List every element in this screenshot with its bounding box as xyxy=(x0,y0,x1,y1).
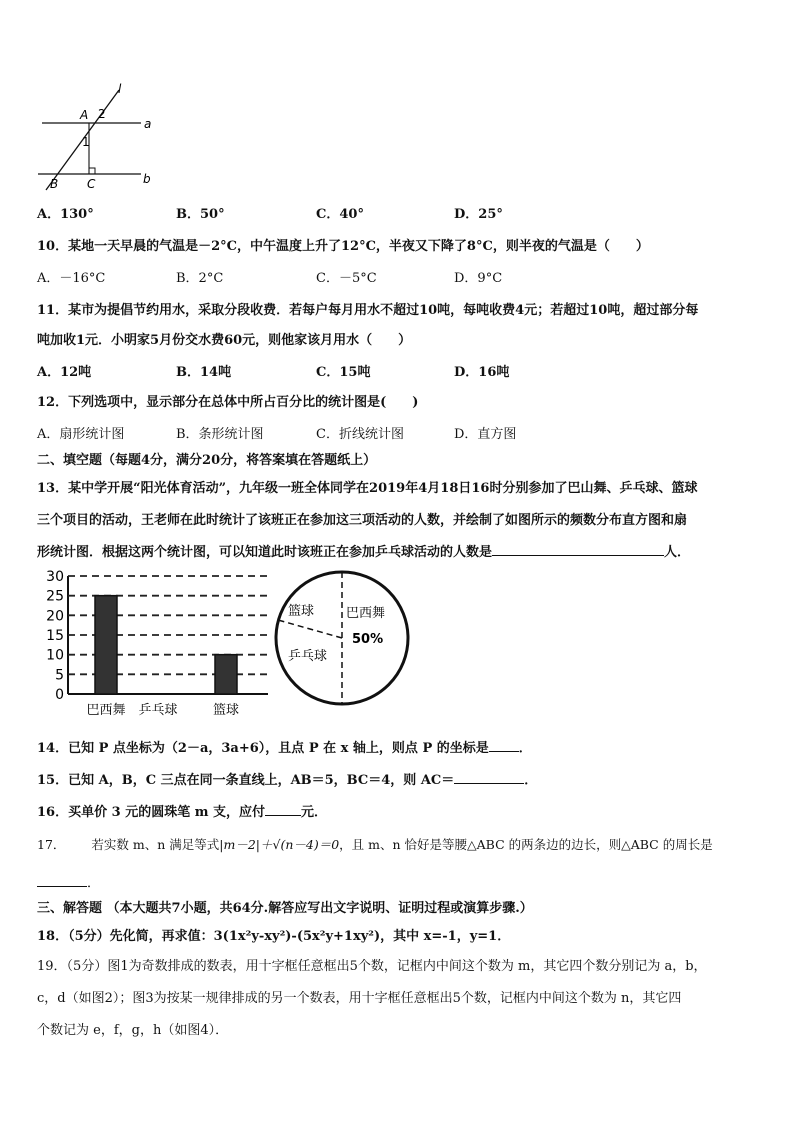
q15 xyxy=(37,770,537,790)
bar-巴西舞 xyxy=(95,596,117,694)
q13-answer-blank xyxy=(492,542,664,556)
x-category-label-篮球: 篮球 xyxy=(212,703,240,718)
section2-title: 二、填空题（每题4分，满分20分，将答案填在答题纸上） xyxy=(37,453,377,468)
y-tick-label-10: 10 xyxy=(46,647,64,664)
q16 xyxy=(37,802,327,822)
label-A: A xyxy=(80,108,89,122)
q17-number: 17． xyxy=(37,837,66,852)
q11-line1: 11．某市为提倡节约用水，采取分段收费．若每户每月用水不超过10吨，每吨收费4元；若超过10吨，超过部分每 xyxy=(37,303,699,318)
q13-line3 xyxy=(37,542,690,562)
label-angle-2: 2 xyxy=(98,107,106,121)
q10-stem: 10．某地一天早晨的气温是－2°C，中午温度上升了12°C，半夜又下降了8°C，则半夜的气温是（ ） xyxy=(37,239,649,254)
q13-line3-end: 人． xyxy=(664,545,691,560)
q15-end: ． xyxy=(524,773,538,788)
q11-option-c: C．15吨 xyxy=(316,365,371,380)
q9-option-b: B．50° xyxy=(176,207,225,222)
q13-bar-chart xyxy=(36,566,276,722)
q13-line3-text: 形统计图．根据这两个统计图，可以知道此时该班正在参加乒乓球活动的人数是 xyxy=(37,545,493,560)
q12-option-a: A．扇形统计图 xyxy=(37,427,125,442)
q13-line1: 13．某中学开展“阳光体育活动”，九年级一班全体同学在2019年4月18日16时分别参加了巴山舞、乒乓球、篮球 xyxy=(37,481,698,496)
q19-line3: 个数记为 e，f，g，h（如图4）． xyxy=(37,1023,229,1038)
x-category-label-巴西舞: 巴西舞 xyxy=(86,703,126,718)
x-category-label-乒乓球: 乒乓球 xyxy=(138,703,178,718)
q19-line2: c，d（如图2）；图3为按某一规律排成的另一个数表，用十字框任意框出5个数，记框内中间这个数为 n，其它四 xyxy=(37,991,682,1006)
q11-option-a: A．12吨 xyxy=(37,365,92,380)
label-a: a xyxy=(144,117,152,131)
q12-option-c: C．折线统计图 xyxy=(316,427,404,442)
q11-option-b: B．14吨 xyxy=(176,365,232,380)
q16-end: 元． xyxy=(301,805,328,820)
q16-text: 16．买单价 3 元的圆珠笔 m 支，应付 xyxy=(37,805,265,820)
q10-option-b: B．2°C xyxy=(176,271,224,286)
q17-end: ． xyxy=(87,876,101,891)
q12-option-d: D．直方图 xyxy=(454,427,517,442)
q17 xyxy=(37,836,713,854)
q17-text-rest: ，且 m、n 恰好是等腰△ABC 的两条边的边长，则△ABC 的周长是 xyxy=(339,837,713,852)
q9-option-d: D．25° xyxy=(454,207,503,222)
y-tick-label-30: 30 xyxy=(46,569,64,585)
q16-answer-blank xyxy=(265,802,301,816)
y-tick-label-5: 5 xyxy=(55,667,64,684)
q19-line1: 19．（5分）图1为奇数排成的数表，用十字框任意框出5个数，记框内中间这个数为 m，其它四个数分别记为 a，b， xyxy=(37,959,707,974)
label-C: C xyxy=(87,177,96,191)
q9-geometry-figure xyxy=(36,82,166,194)
q11-line2: 吨加收1元．小明家5月份交水费60元，则他家该月用水（ ） xyxy=(37,333,412,348)
label-b: b xyxy=(143,172,151,186)
q17-answer-line xyxy=(37,873,100,893)
q11-option-d: D．16吨 xyxy=(454,365,510,380)
q17-text: 若实数 m、n 满足等式 xyxy=(91,837,220,852)
y-tick-label-0: 0 xyxy=(55,687,64,703)
label-B: B xyxy=(50,177,59,191)
q17-answer-blank xyxy=(37,873,87,887)
q17-formula: |m－2|＋√(n－4)＝0 xyxy=(219,837,340,852)
pie-label-percent: 50% xyxy=(352,632,384,647)
q18: 18．（5分）先化简，再求值：3(1x²y-xy²)-(5x²y+1xy²)，其中 x=-1，y=1． xyxy=(37,929,511,944)
q13-line2: 三个项目的活动，王老师在此时统计了该班正在参加这三项活动的人数，并绘制了如图所示的频数分布直方图和扇 xyxy=(37,513,688,528)
pie-label-bashiwu: 巴西舞 xyxy=(346,606,386,621)
q10-option-a: A．－16°C xyxy=(37,271,106,286)
q10-option-d: D．9°C xyxy=(454,271,503,286)
label-angle-1: 1 xyxy=(82,135,90,149)
y-tick-label-20: 20 xyxy=(46,608,64,625)
q15-text: 15．已知 A，B，C 三点在同一条直线上，AB＝5，BC＝4，则 AC＝ xyxy=(37,773,455,788)
q15-answer-blank xyxy=(454,770,524,784)
q14-text: 14．已知 P 点坐标为（2－a，3a+6），且点 P 在 x 轴上，则点 P 的坐标是 xyxy=(37,741,489,756)
q12-option-b: B．条形统计图 xyxy=(176,427,264,442)
q14-end: ． xyxy=(518,741,532,756)
pie-label-basketball: 篮球 xyxy=(288,604,315,619)
q10-option-c: C．－5°C xyxy=(316,271,377,286)
label-l: l xyxy=(118,82,122,96)
q13-pie-chart xyxy=(272,568,420,716)
q14 xyxy=(37,738,532,758)
y-tick-label-15: 15 xyxy=(46,628,64,644)
q14-answer-blank xyxy=(489,738,519,752)
q12-stem: 12．下列选项中，显示部分在总体中所占百分比的统计图是( ) xyxy=(37,395,419,410)
pie-label-pingpong: 乒乓球 xyxy=(288,649,328,664)
bar-篮球 xyxy=(215,655,237,694)
y-tick-label-25: 25 xyxy=(46,588,64,605)
q9-option-a: A．130° xyxy=(37,207,94,222)
pie-divider-diagonal xyxy=(278,620,342,638)
q9-option-c: C．40° xyxy=(316,207,364,222)
section3-title: 三、解答题 （本大题共7小题，共64分.解答应写出文字说明、证明过程或演算步骤.） xyxy=(37,901,533,916)
